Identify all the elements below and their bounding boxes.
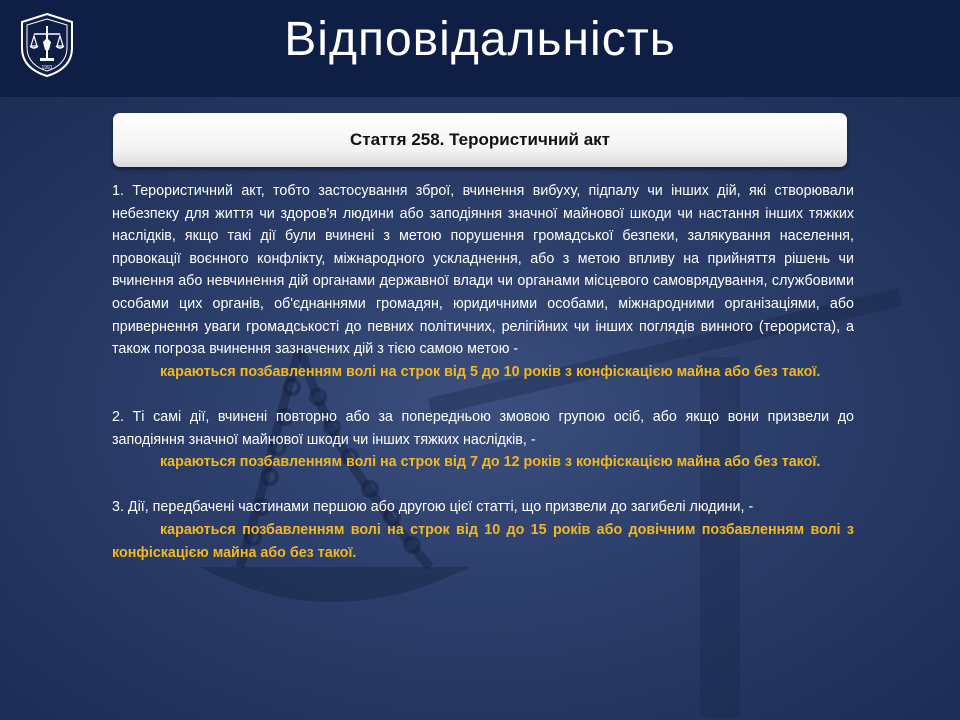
- part-3-penalty: караються позбавленням волі на строк від 10 до 15 років або довічним позбавленням волі з конфіскацією майна або без такої.: [112, 521, 854, 561]
- spacer: [112, 383, 854, 406]
- part-2-text: 2. Ті самі дії, вчинені повторно або за попередньою змовою групою осіб, або якщо вони призвели до заподіяння значної майнової шкоди чи інших тяжких наслідків, -: [112, 408, 854, 448]
- spacer: [112, 474, 854, 497]
- part-1-text: 1. Терористичний акт, тобто застосування зброї, вчинення вибуху, підпалу чи інших дій, які створювали небезпеку для життя чи здоров'я людини або заподіяння значної майнової шкоди чи настання інших тяжких наслідків, якщо такі дії були вчинені з метою порушення громадської безпеки, залякування населення, провокації воєнного конфлікту, міжнародного ускладнення, або з метою впливу на прийняття рішень чи вчинення або невчинення дій органами державної влади чи органами місцевого самоврядування, службовими особами цих органів, об'єднаннями громадян, юридичними особами, міжнародними організаціями, або привернення уваги громадськості до певних політичних, релігійних чи інших поглядів винного (терориста), а також погроза вчинення зазначених дій з тією самою метою -: [112, 183, 854, 358]
- page-title: Відповідальність: [284, 13, 676, 66]
- part-1-penalty: караються позбавленням волі на строк від 5 до 10 років з конфіскацією майна або без такої.: [160, 363, 821, 380]
- part-2-penalty: караються позбавленням волі на строк від 7 до 12 років з конфіскацією майна або без такої.: [160, 454, 821, 471]
- article-title-box: Стаття 258. Терористичний акт: [113, 113, 847, 167]
- article-content: [112, 180, 854, 564]
- logo-year-text: 1991: [41, 65, 53, 71]
- part-3-text: 3. Дії, передбачені частинами першою або другою цієї статті, що призвели до загибелі людини, -: [112, 499, 754, 516]
- header-bar: [0, 0, 960, 97]
